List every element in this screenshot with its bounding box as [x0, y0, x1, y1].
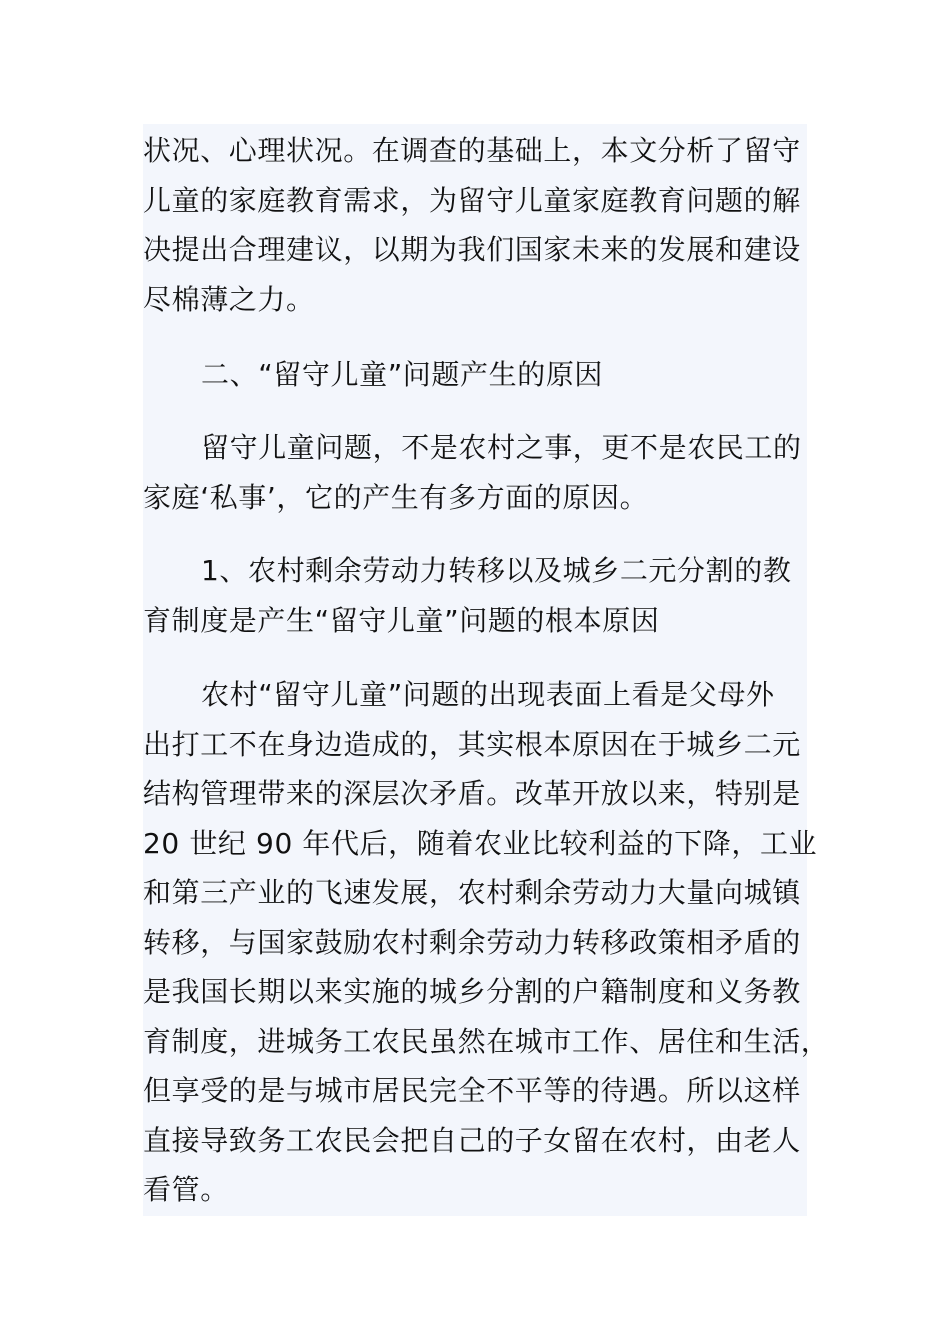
document-page-body [143, 124, 830, 1216]
paragraph-line: 转移，与国家鼓励农村剩余劳动力转移政策相矛盾的 [143, 925, 801, 959]
paragraph-line: 留守儿童问题，不是农村之事，更不是农民工的 [201, 431, 802, 464]
paragraph-line: 看管。 [143, 1173, 229, 1206]
subsection-heading-1 [143, 546, 843, 645]
paragraph-root-cause [143, 670, 843, 1215]
heading-line: 1、农村剩余劳动力转移以及城乡二元分割的教 [201, 554, 792, 587]
paragraph-line: 农村“留守儿童”问题的出现表面上看是父母外 [201, 678, 775, 711]
paragraph-line: 育制度，进城务工农民虽然在城市工作、居住和生活， [143, 1024, 830, 1058]
heading-line: 育制度是产生“留守儿童”问题的根本原因 [143, 603, 660, 637]
paragraph-line: 决提出合理建议，以期为我们国家未来的发展和建设 [143, 233, 801, 266]
paragraph-line: 但享受的是与城市居民完全不平等的待遇。所以这样 [143, 1074, 801, 1107]
paragraph-line: 结构管理带来的深层次矛盾。改革开放以来，特别是 [143, 777, 801, 810]
paragraph-line: 家庭‘私事’，它的产生有多方面的原因。 [143, 480, 649, 514]
paragraph-line: 直接导致务工农民会把自己的子女留在农村，由老人 [143, 1123, 801, 1157]
paragraph-line: 儿童的家庭教育需求，为留守儿童家庭教育问题的解 [143, 183, 801, 217]
paragraph-line: 20 世纪 90 年代后，随着农业比较利益的下降，工业 [143, 826, 818, 860]
section-heading-causes [143, 350, 843, 400]
paragraph-line: 和第三产业的飞速发展，农村剩余劳动力大量向城镇 [143, 876, 801, 909]
paragraph-intro-continuation [143, 126, 843, 324]
heading-line: 二、“留守儿童”问题产生的原因 [201, 358, 604, 391]
paragraph-causes-intro [143, 423, 843, 522]
paragraph-line: 是我国长期以来实施的城乡分割的户籍制度和义务教 [143, 975, 801, 1008]
paragraph-line: 状况、心理状况。在调查的基础上，本文分析了留守 [143, 134, 801, 167]
paragraph-line: 出打工不在身边造成的，其实根本原因在于城乡二元 [143, 727, 801, 761]
paragraph-line: 尽棉薄之力。 [143, 282, 315, 316]
